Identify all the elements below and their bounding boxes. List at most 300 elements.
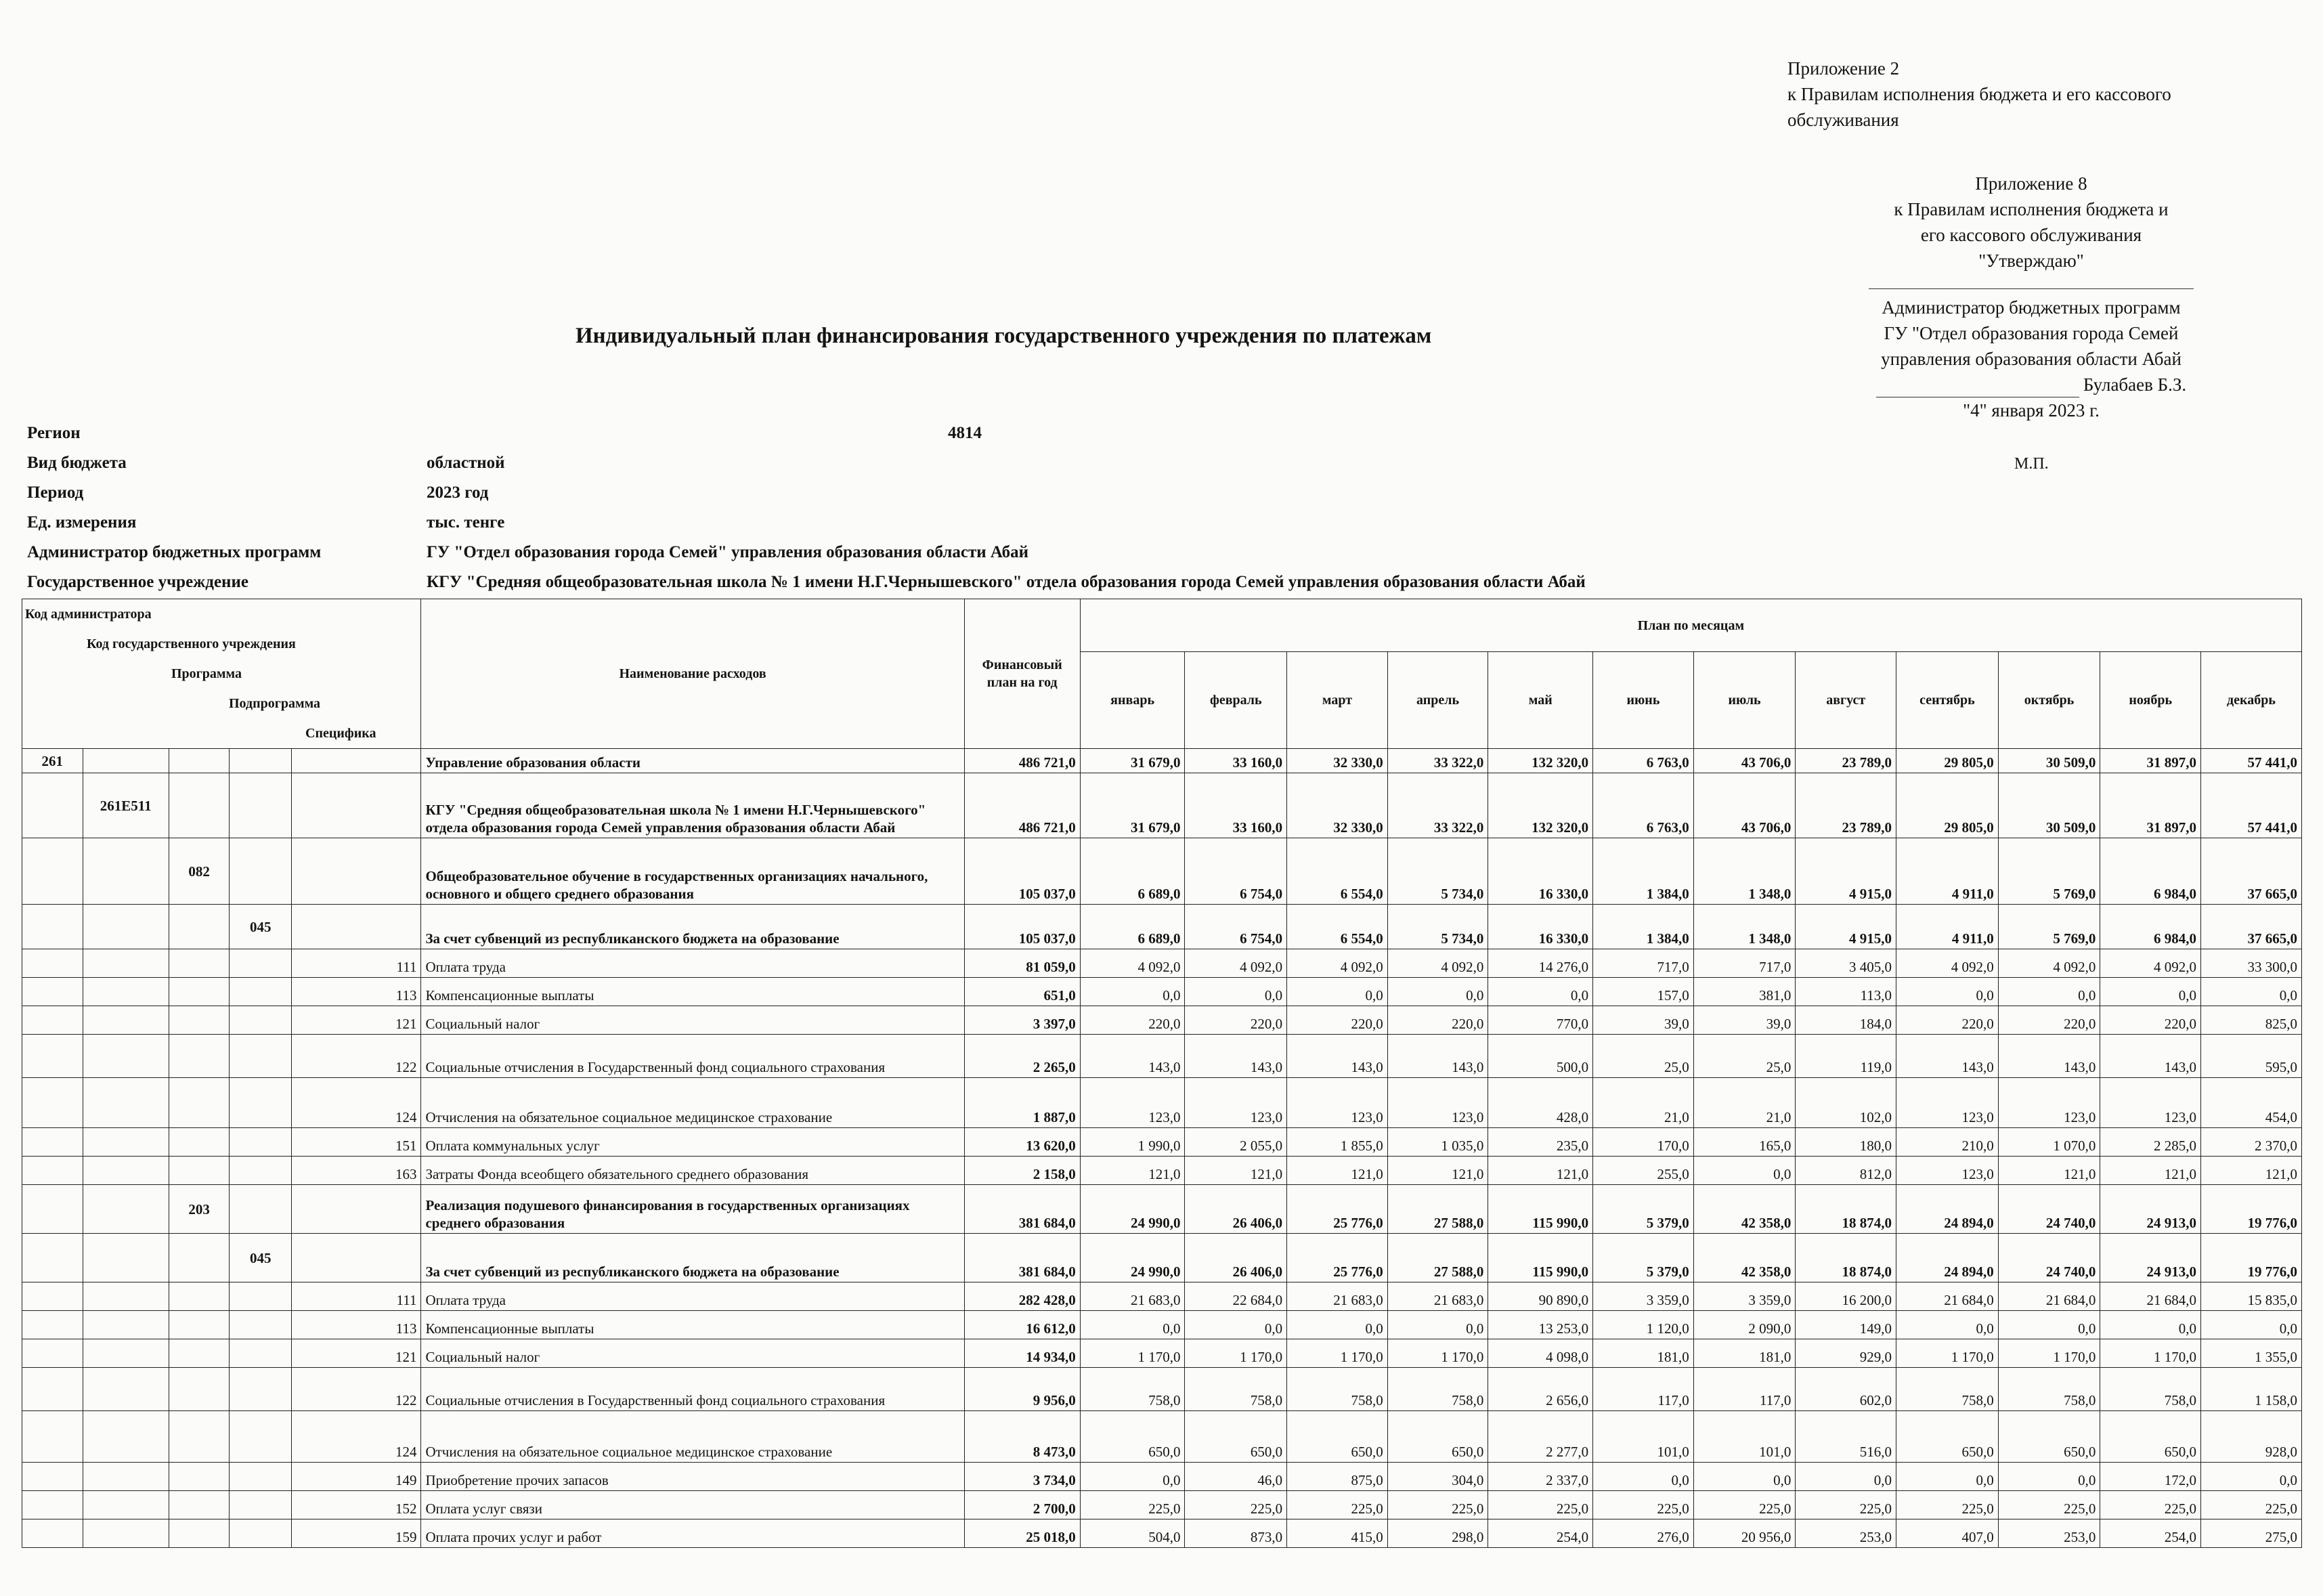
seal-place: М.П.	[2014, 455, 2049, 473]
code-header-program: Программа	[171, 666, 242, 681]
specific-code-cell: 111	[292, 1282, 421, 1311]
signature-line	[1869, 274, 2194, 289]
month-value-cell: 42 358,0	[1693, 1185, 1796, 1234]
month-value-cell: 0,0	[1387, 1311, 1488, 1339]
month-value-cell: 16 330,0	[1488, 905, 1593, 949]
month-value-cell: 57 441,0	[2201, 773, 2302, 838]
month-value-cell: 25,0	[1693, 1035, 1796, 1078]
subprogram-code-cell: 045	[230, 1234, 292, 1282]
month-value-cell: 6 754,0	[1185, 905, 1287, 949]
document-title: Индивидуальный план финансирования государственного учреждения по платежам	[576, 324, 1432, 348]
specific-code-cell: 151	[292, 1128, 421, 1157]
table-row	[22, 1463, 2302, 1491]
month-value-cell: 595,0	[2201, 1035, 2302, 1078]
month-value-cell: 717,0	[1593, 949, 1694, 978]
month-value-cell: 2 055,0	[1185, 1128, 1287, 1157]
month-value-cell: 180,0	[1796, 1128, 1896, 1157]
month-value-cell: 24 990,0	[1080, 1185, 1185, 1234]
institution-code-cell	[83, 1368, 169, 1411]
month-value-cell: 253,0	[1796, 1519, 1896, 1548]
month-value-cell: 6 984,0	[2100, 905, 2201, 949]
month-value-cell: 39,0	[1593, 1006, 1694, 1035]
month-value-cell: 928,0	[2201, 1411, 2302, 1463]
month-value-cell: 115 990,0	[1488, 1234, 1593, 1282]
subprogram-code-cell	[230, 749, 292, 773]
month-value-cell: 1 170,0	[2100, 1339, 2201, 1368]
admin-code-cell	[22, 1006, 83, 1035]
month-value-cell: 758,0	[2100, 1368, 2201, 1411]
month-value-cell: 184,0	[1796, 1006, 1896, 1035]
month-value-cell: 220,0	[1287, 1006, 1388, 1035]
month-value-cell: 26 406,0	[1185, 1234, 1287, 1282]
annual-total-cell: 1 887,0	[964, 1078, 1080, 1128]
month-value-cell: 5 379,0	[1593, 1185, 1694, 1234]
month-value-cell: 5 769,0	[1998, 905, 2100, 949]
month-header: ноябрь	[2100, 652, 2201, 749]
annual-total-cell: 105 037,0	[964, 838, 1080, 905]
admin-code-cell	[22, 1519, 83, 1548]
approval-date: "4" января 2023 г.	[1963, 400, 2100, 420]
specific-code-cell: 163	[292, 1157, 421, 1185]
program-code-cell	[169, 978, 230, 1006]
institution-code-cell	[83, 1282, 169, 1311]
specific-code-cell	[292, 905, 421, 949]
month-value-cell: 43 706,0	[1693, 773, 1796, 838]
annual-total-cell: 2 700,0	[964, 1491, 1080, 1519]
month-value-cell: 4 092,0	[1387, 949, 1488, 978]
month-value-cell: 157,0	[1593, 978, 1694, 1006]
code-header-specific: Специфика	[305, 726, 376, 741]
month-value-cell: 30 509,0	[1998, 749, 2100, 773]
month-value-cell: 0,0	[1488, 978, 1593, 1006]
month-value-cell: 121,0	[1488, 1157, 1593, 1185]
month-value-cell: 276,0	[1593, 1519, 1694, 1548]
month-value-cell: 254,0	[2100, 1519, 2201, 1548]
appendix-8-line-3: его кассового обслуживания	[1920, 225, 2142, 245]
subprogram-code-cell	[230, 1185, 292, 1234]
month-value-cell: 143,0	[1287, 1035, 1388, 1078]
annual-total-cell: 3 397,0	[964, 1006, 1080, 1035]
month-value-cell: 0,0	[1185, 978, 1287, 1006]
expense-name-cell: Реализация подушевого финансирования в государственных организациях среднего образования	[421, 1185, 964, 1234]
approval-block	[1842, 171, 2221, 423]
specific-code-cell	[292, 838, 421, 905]
month-value-cell: 873,0	[1185, 1519, 1287, 1548]
subprogram-code-cell	[230, 838, 292, 905]
month-value-cell: 220,0	[1896, 1006, 1999, 1035]
month-value-cell: 650,0	[1080, 1411, 1185, 1463]
month-value-cell: 0,0	[1080, 1463, 1185, 1491]
month-value-cell: 117,0	[1693, 1368, 1796, 1411]
month-value-cell: 504,0	[1080, 1519, 1185, 1548]
month-value-cell: 0,0	[1287, 978, 1388, 1006]
month-value-cell: 225,0	[1796, 1491, 1896, 1519]
program-code-cell	[169, 1282, 230, 1311]
approve-label: "Утверждаю"	[1978, 251, 2084, 271]
table-row	[22, 1339, 2302, 1368]
month-value-cell: 123,0	[1387, 1078, 1488, 1128]
month-value-cell: 220,0	[1080, 1006, 1185, 1035]
institution-code-cell	[83, 1491, 169, 1519]
month-value-cell: 6 689,0	[1080, 905, 1185, 949]
admin-code-cell	[22, 1411, 83, 1463]
month-value-cell: 225,0	[2100, 1491, 2201, 1519]
specific-code-cell	[292, 749, 421, 773]
institution-code-cell	[83, 1157, 169, 1185]
month-value-cell: 23 789,0	[1796, 773, 1896, 838]
month-value-cell: 235,0	[1488, 1128, 1593, 1157]
month-value-cell: 42 358,0	[1693, 1234, 1796, 1282]
meta-institution-value: КГУ "Средняя общеобразовательная школа № 1 имени Н.Г.Чернышевского" отдела образования города Семей управления образования области Абай	[427, 573, 1586, 591]
program-code-cell: 082	[169, 838, 230, 905]
program-code-cell	[169, 1157, 230, 1185]
month-value-cell: 2 337,0	[1488, 1463, 1593, 1491]
month-value-cell: 0,0	[1080, 1311, 1185, 1339]
month-value-cell: 3 359,0	[1693, 1282, 1796, 1311]
specific-code-cell: 121	[292, 1006, 421, 1035]
month-value-cell: 4 092,0	[1080, 949, 1185, 978]
month-value-cell: 132 320,0	[1488, 773, 1593, 838]
expense-name-cell: Оплата коммунальных услуг	[421, 1128, 964, 1157]
meta-period-value: 2023 год	[427, 483, 489, 502]
month-value-cell: 14 276,0	[1488, 949, 1593, 978]
code-header-admin: Код администратора	[25, 607, 152, 622]
meta-region-label: Регион	[27, 424, 81, 442]
month-value-cell: 115 990,0	[1488, 1185, 1593, 1234]
month-value-cell: 225,0	[1896, 1491, 1999, 1519]
annual-total-cell: 381 684,0	[964, 1185, 1080, 1234]
month-value-cell: 0,0	[1998, 1311, 2100, 1339]
month-value-cell: 132 320,0	[1488, 749, 1593, 773]
annual-total-cell: 2 265,0	[964, 1035, 1080, 1078]
annual-total-cell: 282 428,0	[964, 1282, 1080, 1311]
institution-code-cell	[83, 1035, 169, 1078]
program-code-cell	[169, 1078, 230, 1128]
admin-code-cell	[22, 1035, 83, 1078]
month-value-cell: 758,0	[1896, 1368, 1999, 1411]
specific-code-cell: 122	[292, 1035, 421, 1078]
month-header: февраль	[1185, 652, 1287, 749]
admin-code-cell	[22, 838, 83, 905]
table-row	[22, 1411, 2302, 1463]
month-value-cell: 770,0	[1488, 1006, 1593, 1035]
month-value-cell: 121,0	[1185, 1157, 1287, 1185]
annual-total-cell: 381 684,0	[964, 1234, 1080, 1282]
month-value-cell: 18 874,0	[1796, 1185, 1896, 1234]
expense-name-cell: Социальный налог	[421, 1006, 964, 1035]
month-value-cell: 407,0	[1896, 1519, 1999, 1548]
admin-code-cell	[22, 1491, 83, 1519]
month-value-cell: 33 160,0	[1185, 773, 1287, 838]
month-value-cell: 825,0	[2201, 1006, 2302, 1035]
specific-code-cell	[292, 773, 421, 838]
month-value-cell: 1 120,0	[1593, 1311, 1694, 1339]
expense-name-cell: Управление образования области	[421, 749, 964, 773]
admin-line-3: управления образования области Абай	[1881, 349, 2181, 369]
month-value-cell: 1 384,0	[1593, 905, 1694, 949]
institution-code-cell	[83, 1463, 169, 1491]
month-value-cell: 0,0	[1593, 1463, 1694, 1491]
month-value-cell: 2 370,0	[2201, 1128, 2302, 1157]
month-value-cell: 4 915,0	[1796, 905, 1896, 949]
month-value-cell: 24 913,0	[2100, 1185, 2201, 1234]
month-value-cell: 516,0	[1796, 1411, 1896, 1463]
month-value-cell: 4 092,0	[1896, 949, 1999, 978]
annual-total-cell: 13 620,0	[964, 1128, 1080, 1157]
month-value-cell: 6 689,0	[1080, 838, 1185, 905]
month-value-cell: 21 683,0	[1287, 1282, 1388, 1311]
month-value-cell: 0,0	[1387, 978, 1488, 1006]
month-value-cell: 4 092,0	[1185, 949, 1287, 978]
specific-code-cell: 124	[292, 1411, 421, 1463]
annual-plan-header: Финансовый план на год	[964, 599, 1080, 749]
month-value-cell: 3 359,0	[1593, 1282, 1694, 1311]
table-row	[22, 1006, 2302, 1035]
program-code-cell	[169, 905, 230, 949]
month-value-cell: 6 984,0	[2100, 838, 2201, 905]
month-value-cell: 254,0	[1488, 1519, 1593, 1548]
subprogram-code-cell	[230, 1411, 292, 1463]
month-value-cell: 4 098,0	[1488, 1339, 1593, 1368]
financing-plan-table	[22, 599, 2302, 1548]
month-value-cell: 1 035,0	[1387, 1128, 1488, 1157]
institution-code-cell	[83, 1234, 169, 1282]
month-value-cell: 21,0	[1693, 1078, 1796, 1128]
month-value-cell: 117,0	[1593, 1368, 1694, 1411]
table-row	[22, 1491, 2302, 1519]
program-code-cell	[169, 1234, 230, 1282]
program-code-cell	[169, 1519, 230, 1548]
month-value-cell: 101,0	[1693, 1411, 1796, 1463]
month-value-cell: 37 665,0	[2201, 905, 2302, 949]
table-row	[22, 1234, 2302, 1282]
month-value-cell: 220,0	[1185, 1006, 1287, 1035]
meta-period	[27, 478, 1787, 508]
month-value-cell: 1 170,0	[1896, 1339, 1999, 1368]
month-value-cell: 0,0	[1080, 978, 1185, 1006]
month-value-cell: 2 285,0	[2100, 1128, 2201, 1157]
month-value-cell: 33 322,0	[1387, 773, 1488, 838]
expense-name-cell: Оплата прочих услуг и работ	[421, 1519, 964, 1548]
subprogram-code-cell	[230, 978, 292, 1006]
month-value-cell: 0,0	[1693, 1157, 1796, 1185]
month-value-cell: 29 805,0	[1896, 773, 1999, 838]
month-value-cell: 225,0	[1387, 1491, 1488, 1519]
month-value-cell: 454,0	[2201, 1078, 2302, 1128]
table-row	[22, 1185, 2302, 1234]
meta-institution	[27, 567, 1787, 597]
month-value-cell: 4 915,0	[1796, 838, 1896, 905]
institution-code-cell	[83, 1339, 169, 1368]
month-value-cell: 1 348,0	[1693, 905, 1796, 949]
institution-code-cell	[83, 905, 169, 949]
month-value-cell: 225,0	[1693, 1491, 1796, 1519]
subprogram-code-cell	[230, 1491, 292, 1519]
month-value-cell: 101,0	[1593, 1411, 1694, 1463]
meta-unit-value: тыс. тенге	[427, 513, 505, 532]
admin-code-cell	[22, 1311, 83, 1339]
expense-name-cell: Оплата услуг связи	[421, 1491, 964, 1519]
admin-code-cell	[22, 773, 83, 838]
institution-code-cell	[83, 1411, 169, 1463]
institution-code-cell	[83, 1078, 169, 1128]
month-value-cell: 255,0	[1593, 1157, 1694, 1185]
expense-name-cell: Оплата труда	[421, 949, 964, 978]
meta-admin	[27, 538, 1787, 567]
month-value-cell: 24 913,0	[2100, 1234, 2201, 1282]
meta-admin-label: Администратор бюджетных программ	[27, 543, 322, 561]
table-row	[22, 978, 2302, 1006]
month-value-cell: 1 170,0	[1080, 1339, 1185, 1368]
month-value-cell: 0,0	[2201, 978, 2302, 1006]
annual-total-cell: 14 934,0	[964, 1339, 1080, 1368]
month-value-cell: 16 200,0	[1796, 1282, 1896, 1311]
month-value-cell: 1 384,0	[1593, 838, 1694, 905]
meta-admin-value: ГУ "Отдел образования города Семей" управления образования области Абай	[427, 543, 1029, 561]
institution-code-cell: 261E511	[83, 773, 169, 838]
month-value-cell: 0,0	[1998, 978, 2100, 1006]
month-value-cell: 225,0	[1593, 1491, 1694, 1519]
month-value-cell: 29 805,0	[1896, 749, 1999, 773]
admin-code-cell: 261	[22, 749, 83, 773]
month-value-cell: 21 683,0	[1387, 1282, 1488, 1311]
table-row	[22, 749, 2302, 773]
annual-total-cell: 3 734,0	[964, 1463, 1080, 1491]
specific-code-cell	[292, 1185, 421, 1234]
annual-total-cell: 2 158,0	[964, 1157, 1080, 1185]
month-value-cell: 143,0	[1185, 1035, 1287, 1078]
month-value-cell: 5 734,0	[1387, 838, 1488, 905]
appendix-2-line-2: к Правилам исполнения бюджета и его кассового	[1787, 84, 2171, 104]
month-value-cell: 31 897,0	[2100, 749, 2201, 773]
admin-code-cell	[22, 1282, 83, 1311]
specific-code-cell: 111	[292, 949, 421, 978]
month-value-cell: 650,0	[1185, 1411, 1287, 1463]
admin-code-cell	[22, 1368, 83, 1411]
institution-code-cell	[83, 1311, 169, 1339]
month-value-cell: 253,0	[1998, 1519, 2100, 1548]
month-value-cell: 24 740,0	[1998, 1234, 2100, 1282]
month-value-cell: 31 679,0	[1080, 773, 1185, 838]
expense-name-cell: Компенсационные выплаты	[421, 1311, 964, 1339]
meta-unit-label: Ед. измерения	[27, 513, 137, 532]
month-value-cell: 123,0	[1998, 1078, 2100, 1128]
month-value-cell: 210,0	[1896, 1128, 1999, 1157]
month-value-cell: 22 684,0	[1185, 1282, 1287, 1311]
specific-code-cell: 122	[292, 1368, 421, 1411]
month-value-cell: 24 894,0	[1896, 1185, 1999, 1234]
month-value-cell: 123,0	[2100, 1078, 2201, 1128]
month-value-cell: 6 754,0	[1185, 838, 1287, 905]
month-value-cell: 119,0	[1796, 1035, 1896, 1078]
program-code-cell	[169, 1311, 230, 1339]
month-value-cell: 25,0	[1593, 1035, 1694, 1078]
month-header: сентябрь	[1896, 652, 1999, 749]
month-value-cell: 27 588,0	[1387, 1185, 1488, 1234]
monthly-plan-header: План по месяцам	[1080, 599, 2301, 652]
month-value-cell: 650,0	[1998, 1411, 2100, 1463]
month-value-cell: 121,0	[2100, 1157, 2201, 1185]
month-value-cell: 172,0	[2100, 1463, 2201, 1491]
expense-name-cell: За счет субвенций из республиканского бюджета на образование	[421, 1234, 964, 1282]
month-value-cell: 26 406,0	[1185, 1185, 1287, 1234]
month-value-cell: 13 253,0	[1488, 1311, 1593, 1339]
expense-name-cell: Отчисления на обязательное социальное медицинское страхование	[421, 1411, 964, 1463]
month-value-cell: 165,0	[1693, 1128, 1796, 1157]
month-value-cell: 143,0	[1080, 1035, 1185, 1078]
month-value-cell: 4 911,0	[1896, 838, 1999, 905]
subprogram-code-cell	[230, 773, 292, 838]
program-code-cell	[169, 1035, 230, 1078]
month-value-cell: 37 665,0	[2201, 838, 2302, 905]
month-value-cell: 650,0	[1287, 1411, 1388, 1463]
institution-code-cell	[83, 838, 169, 905]
month-value-cell: 123,0	[1080, 1078, 1185, 1128]
admin-code-cell	[22, 978, 83, 1006]
month-header: апрель	[1387, 652, 1488, 749]
month-value-cell: 43 706,0	[1693, 749, 1796, 773]
month-value-cell: 758,0	[1287, 1368, 1388, 1411]
month-value-cell: 16 330,0	[1488, 838, 1593, 905]
table-row	[22, 1078, 2302, 1128]
month-value-cell: 121,0	[1287, 1157, 1388, 1185]
month-value-cell: 0,0	[1998, 1463, 2100, 1491]
month-value-cell: 19 776,0	[2201, 1185, 2302, 1234]
meta-budget	[27, 448, 1787, 478]
month-value-cell: 143,0	[1896, 1035, 1999, 1078]
month-value-cell: 0,0	[2201, 1463, 2302, 1491]
month-value-cell: 275,0	[2201, 1519, 2302, 1548]
code-header-block	[22, 599, 421, 749]
month-value-cell: 143,0	[2100, 1035, 2201, 1078]
month-value-cell: 181,0	[1593, 1339, 1694, 1368]
month-value-cell: 32 330,0	[1287, 773, 1388, 838]
month-value-cell: 6 554,0	[1287, 838, 1388, 905]
program-code-cell	[169, 1368, 230, 1411]
month-value-cell: 304,0	[1387, 1463, 1488, 1491]
appendix-2-note	[1787, 56, 2302, 133]
annual-total-cell: 651,0	[964, 978, 1080, 1006]
institution-code-cell	[83, 1128, 169, 1157]
month-value-cell: 717,0	[1693, 949, 1796, 978]
table-row	[22, 838, 2302, 905]
month-value-cell: 4 092,0	[2100, 949, 2201, 978]
month-value-cell: 143,0	[1387, 1035, 1488, 1078]
expense-name-cell: Социальный налог	[421, 1339, 964, 1368]
specific-code-cell: 152	[292, 1491, 421, 1519]
month-value-cell: 5 734,0	[1387, 905, 1488, 949]
meta-budget-label: Вид бюджета	[27, 454, 127, 472]
month-value-cell: 1 855,0	[1287, 1128, 1388, 1157]
month-value-cell: 20 956,0	[1693, 1519, 1796, 1548]
month-value-cell: 4 092,0	[1287, 949, 1388, 978]
annual-total-cell: 486 721,0	[964, 749, 1080, 773]
month-value-cell: 21 684,0	[1896, 1282, 1999, 1311]
month-value-cell: 0,0	[1796, 1463, 1896, 1491]
month-value-cell: 32 330,0	[1287, 749, 1388, 773]
expense-name-cell: Оплата труда	[421, 1282, 964, 1311]
subprogram-code-cell	[230, 1282, 292, 1311]
month-value-cell: 30 509,0	[1998, 773, 2100, 838]
table-row	[22, 1128, 2302, 1157]
institution-code-cell	[83, 1006, 169, 1035]
month-value-cell: 2 090,0	[1693, 1311, 1796, 1339]
month-value-cell: 225,0	[1998, 1491, 2100, 1519]
month-value-cell: 33 322,0	[1387, 749, 1488, 773]
table-row	[22, 1282, 2302, 1311]
month-value-cell: 21 684,0	[1998, 1282, 2100, 1311]
institution-code-cell	[83, 949, 169, 978]
